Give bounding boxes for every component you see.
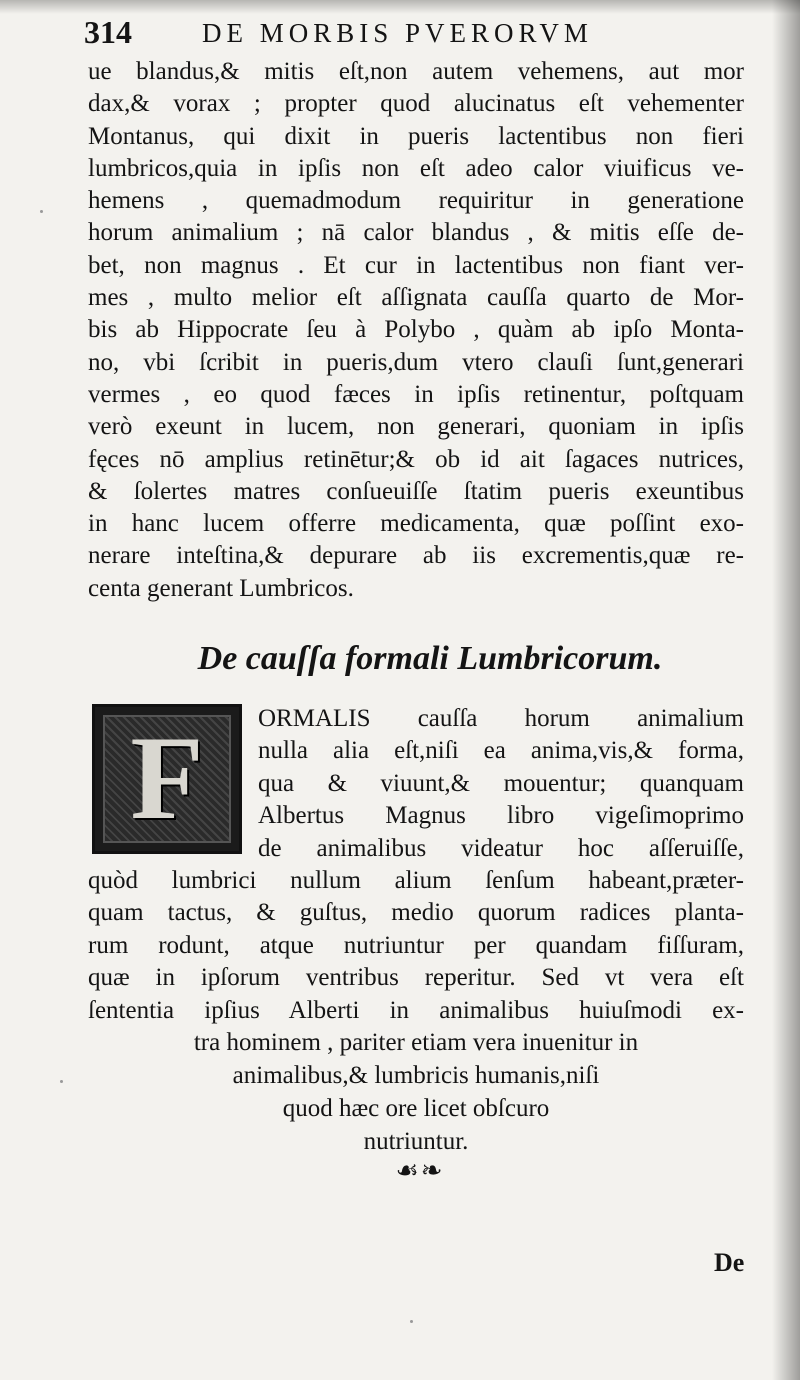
text-line: quam tactus, & guſtus, medio quorum radices planta- (88, 899, 744, 927)
text-line: nutriuntur. (363, 1128, 469, 1155)
initial-letter: F (130, 711, 204, 844)
text-line: centa generant Lumbricos. (88, 574, 354, 602)
page-edge-shadow (772, 0, 800, 1380)
text-line: bet, non magnus . Et cur in lactentibus non fiant ver- (88, 251, 744, 279)
text-line: quod hæc ore licet obſcuro (282, 1095, 550, 1122)
text-line: dax,& vorax ; propter quod alucinatus eſt vehementer (88, 90, 744, 118)
text-line: ORMALIS cauſſa horum animalium (258, 705, 744, 732)
text-line: animalibus,& lumbricis humanis,niſi (232, 1062, 600, 1089)
text-line: & ſolertes matres conſueuiſſe ſtatim pueris exeuntibus (88, 477, 744, 505)
text-line: Albertus Magnus libro vigeſimoprimo (258, 802, 744, 830)
text-line: quæ in ipſorum ventribus reperitur. Sed vt vera eſt (88, 964, 744, 992)
running-head: DE MORBIS PVERORVM (202, 18, 593, 48)
text-line: verò exeunt in lucem, non generari, quoniam in ipſis (88, 413, 744, 441)
text-line: qua & viuunt,& mouentur; quanquam (258, 769, 744, 797)
paragraph-1 (88, 56, 744, 605)
text-line: Montanus, qui dixit in pueris lactentibus non fieri (88, 122, 744, 150)
text-line: mes , multo melior eſt aſſignata cauſſa quarto de Mor- (88, 284, 744, 312)
text-line: horum animalium ; nā calor blandus , & mitis eſſe de- (88, 219, 744, 247)
text-line: tra hominem , pariter etiam vera inuenitur in (193, 1029, 639, 1056)
paragraph-2-full (88, 865, 744, 1027)
decorated-initial (92, 704, 242, 854)
paragraph-2-indented (258, 703, 744, 865)
text-line: rum rodunt, atque nutriuntur per quandam fiſſuram, (88, 931, 744, 959)
text-line: no, vbi ſcribit in pueris,dum vtero clauſi ſunt,generari (88, 348, 744, 376)
catchword: De (714, 1248, 745, 1277)
text-line: vermes , eo quod fæces in ipſis retinentur, poſtquam (88, 380, 744, 408)
text-line: bis ab Hippocrate ſeu à Polybo , quàm ab ipſo Monta- (88, 316, 744, 344)
text-line: hemens , quemadmodum requiritur in generatione (88, 187, 744, 215)
text-line: ſententia ipſius Alberti in animalibus huiuſmodi ex- (88, 996, 744, 1024)
text-line: lumbricos,quia in ipſis non eſt adeo calor viuificus ve- (88, 154, 744, 182)
fleuron-ornament: ☙❧ (395, 1156, 445, 1186)
page-number: 314 (84, 14, 132, 50)
text-line: de animalibus videatur hoc aſſeruiſſe, (258, 834, 744, 862)
text-line: nerare inteſtina,& depurare ab iis excrementis,quæ re- (88, 542, 744, 570)
paper-speck (410, 1320, 413, 1323)
text-line: in hanc lucem offerre medicamenta, quæ poſſint exo- (88, 510, 744, 538)
text-line: ue blandus,& mitis eſt,non autem vehemens, aut mor (88, 58, 744, 85)
paper-speck (60, 1080, 63, 1083)
text-line: quòd lumbrici nullum alium ſenſum habeant,præter- (88, 867, 744, 894)
paper-speck (40, 210, 43, 213)
page-header (84, 10, 764, 54)
text-line: fęces nō amplius retinētur;& ob id ait ſagaces nutrices, (88, 445, 744, 473)
paragraph-2-taper (88, 1026, 744, 1158)
section-heading: De cauſſa formali Lumbricorum. (197, 640, 663, 677)
text-line: nulla alia eſt,niſi ea anima,vis,& forma, (258, 737, 744, 765)
